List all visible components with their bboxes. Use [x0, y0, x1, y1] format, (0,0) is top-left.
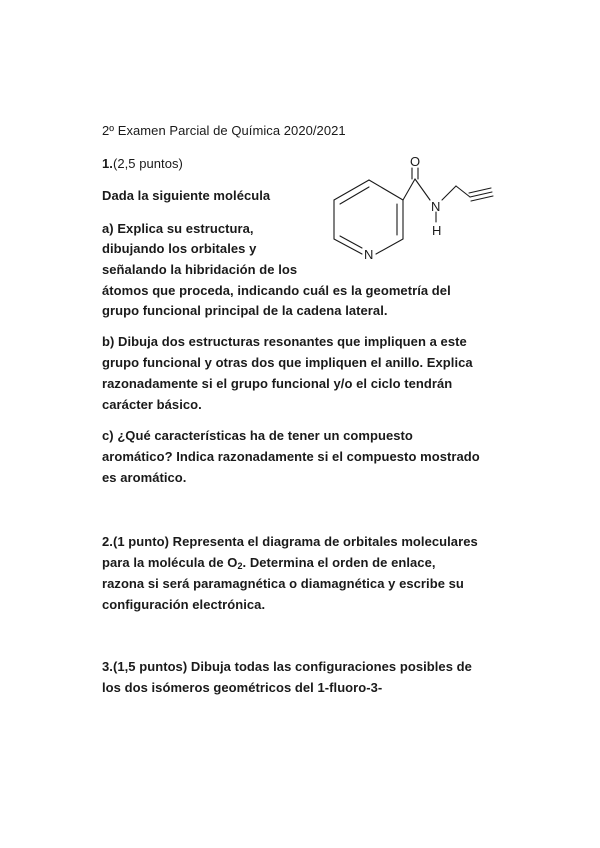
bond-carbonyl-n: [415, 179, 430, 200]
ring-bond-5: [334, 239, 362, 254]
q1-c-line-1: c) ¿Qué características ha de tener un compuesto: [102, 428, 413, 443]
q2-number: 2.: [102, 534, 113, 549]
ring-bond-4: [376, 239, 403, 254]
alkyne-bond-1: [470, 192, 492, 197]
q3-line-1-text: Dibuja todas las configuraciones posibles de: [187, 659, 472, 674]
q2-line-3: razona si será paramagnética o diamagnética y escribe su: [102, 576, 464, 591]
atom-n-amide-label: N: [431, 199, 441, 214]
ring-bond-2: [369, 180, 403, 200]
q1-b-line-4: carácter básico.: [102, 397, 202, 412]
q1-b-line-2: grupo funcional y otras dos que impliquen el anillo. Explica: [102, 355, 473, 370]
q1-intro: Dada la siguiente molécula: [102, 188, 271, 203]
q1-points: (2,5 puntos): [112, 156, 183, 171]
q3-number: 3.: [102, 659, 113, 674]
q1-a-line-1: a) Explica su estructura,: [102, 221, 254, 236]
atom-o-label: O: [410, 154, 421, 169]
q2-line-1-text: Representa el diagrama de orbitales moleculares: [169, 534, 478, 549]
exam-title: 2º Examen Parcial de Química 2020/2021: [102, 123, 346, 138]
q1-b-line-3: razonadamente si el grupo funcional y/o el ciclo tendrán: [102, 376, 453, 391]
q2-line-2-pre: para la molécula de O: [102, 555, 238, 570]
alkyne-bond-2: [469, 188, 491, 193]
q3-line-1: [102, 659, 472, 675]
q2-line-2: [102, 555, 436, 571]
q2-line-2-post: . Determina el orden de enlace,: [242, 555, 436, 570]
q1-b-line-1: b) Dibuja dos estructuras resonantes que impliquen a este: [102, 334, 467, 349]
q2-line-1: [102, 534, 478, 550]
q1-header: [102, 156, 183, 172]
q3-points: (1,5 puntos): [112, 659, 188, 674]
molecule-structure: [322, 150, 494, 268]
bond-n-ch2: [442, 186, 456, 200]
alkyne-bond-3: [471, 196, 493, 201]
q1-a-line-3: señalando la hibridación de los: [102, 262, 298, 277]
q1-c-line-2: aromático? Indica razonadamente si el compuesto mostrado: [102, 449, 480, 464]
atom-h-label: H: [432, 223, 442, 238]
q2-line-4: configuración electrónica.: [102, 597, 266, 612]
q1-c-line-3: es aromático.: [102, 470, 187, 485]
q2-points: (1 punto): [112, 534, 169, 549]
ring-double-1: [340, 187, 369, 204]
q1-a-line-2: dibujando los orbitales y: [102, 241, 257, 256]
bond-ch2-alkyne: [456, 186, 470, 197]
q1-a-line-4: átomos que proceda, indicando cuál es la geometría del: [102, 283, 451, 298]
atom-n-ring-label: N: [364, 247, 374, 262]
q1-number: 1.: [102, 156, 113, 171]
q1-a-line-5: grupo funcional principal de la cadena lateral.: [102, 303, 388, 318]
q2-o2-subscript: 2: [237, 561, 243, 571]
q3-line-2: los dos isómeros geométricos del 1-fluoro-3-: [102, 680, 383, 695]
ring-double-3: [340, 236, 362, 248]
bond-ring-carbonyl: [403, 179, 415, 200]
